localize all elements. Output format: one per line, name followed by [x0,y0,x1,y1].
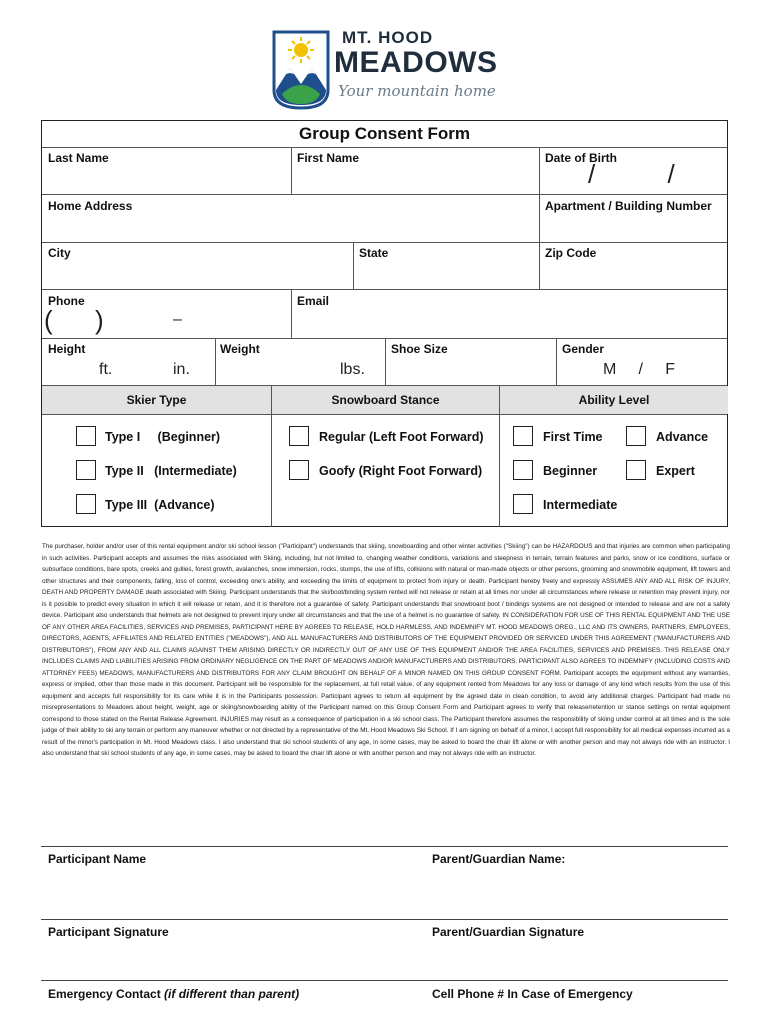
brand-line2: MEADOWS [334,46,498,79]
gender-label: Gender [562,342,605,356]
ability-intermediate-checkbox[interactable] [513,494,533,514]
shoe-size-label: Shoe Size [391,342,448,356]
phone-paren-close: ) [95,305,104,335]
cell-phone-label: Cell Phone # In Case of Emergency [432,987,633,1001]
weight-label: Weight [220,342,260,356]
parent-signature-label: Parent/Guardian Signature [432,925,585,939]
stance-goofy-checkbox[interactable] [289,460,309,480]
liability-release-text: The purchaser, holder and/or user of this rental equipment and/or ski school lesson ("Participant") understands that skiing, snowboarding and other winter activities ("Skiing") can be HAZARDOUS and that injuries are common when participating in such activities. Participant accepts and assumes the risks associated with Skiing, including, but not limited to, changing weather conditions, variations and steepness in terrain, terrain features and parks, snow or ice conditions, surface or subsurface conditions, bare spots, creeks and gullies, forest growth, avalanches, snow immersion, rocks, stumps, the use of lifts, collisions with natural or man-made objects or other persons, grooming and snowmobile equipment, lift towers and other structures and their components, falling, loss of control, exceeding one's ability, and exceeding the limits of equipment to protect from injury or death. Participant hereby freely and expressly ASSUMES ANY AND ALL RISK OF INJURY, DEATH AND PROPERTY DAMAGE death associated with Skiing. Participant understands that the ski/boot/binding system rented will not release or retain at all times nor under all circumstances where release or retention may prevent injury, nor is it possible to predict every situation in which it will release or retain, and it is therefore not a guarantee of safety. Participant understands that snowboard boot / bindings systems are not designed or intended to release and are not a safety device. Participant also understands that helmets are not designed to prevent injury under all circumstances and that the use of a helmet is no guarantee of safety. IN CONSIDERATION FOR USE OF THIS RENTAL EQUIPMENT AND THE USE OF ANY OTHER AREA FACILITIES, SERVICES AND PREMISES, PARTICIPANT HERE BY AGREES TO RELEASE, HOLD HARMLESS, AND INDEMNIFY MT. HOOD MEADOWS OREG., LLC AND ITS OWNERS, PARTNERS, EMPLOYEES, DIRECTORS, AGENTS, AFFILIATES AND RELATED ENTITIES ("MEADOWS"), AND ALL MANUFACTURERS AND DISTRIBUTORS OF THE EQUIPMENT PROVIDED OR SERVICED UNDER THIS AGREEMENT ("MANUFACTURERS AND DISTRIBUTORS"), FROM ANY AND ALL CLAIMS AGAINST THEM ARISING DIRECTLY OR INDIRECTLY OUT OF ANY USE OF THIS EQUIPMENT AND/OR THE AREA FACILITIES, SERVICES AND PREMISES. THIS RELEASE ONLY INCLUDES CLAIMS AND LIABILITIES ARISING FROM ORDINARY NEGLIGENCE ON THE PART OF MEADOWS AND/OR MANUFACTURERS AND DISTRIBUTORS. PARTICIPANT ALSO AGREES TO INDEMNIFY (INCLUDING COSTS AND ATTORNEY FEES) MEADOWS, MANUFACTURERS AND DISTRIBUTORS FOR ANY CLAIM BROUGHT ON BEHALF OF A MINOR NAMED ON THIS GROUP CONSENT FORM. Participant accepts the equipment without any warranties, express or implied, other than those made in this document. Participant will be responsible for the replacement, at full retail value, of any equipment rented from Meadows for any loss or damage of any kind which results from the use of this equipment and accepts full responsibility for its care while it is in the Participants possession. Participant agrees to return all equipment by the agreed date in clean condition, to avoid any additional charges. Participant had made no misrepresentations to Meadows about height, weight, age or skiing/snowboarding ability of the Participant named on this Group Consent Form and Participant agrees to verify that release/retention or stance settings on rental equipment correspond to those stated on the Rental Release Agreement. INJURIES may result as a consequence of participation in a ski school class. The Participant therefore assumes the responsibility of skiing under control at all times and is the sole judge of their ability to ski any terrain or perform any maneuver whether or not directed by a representative of the Mt. Hood Meadows Ski School. If I am signing on behalf of a minor, I accept full responsibility for all medical expenses incurred as a result of the minor's participation in Mt. Hood Meadows class. I also understand that ski school students of any age, in some cases, may be asked to board the chair lift alone or with another person and may not always ride with an instructor. I also understand that ski school students of any age, in some cases, may be asked to board the chair lift alone or with another person and may not always ride with an instructor. [42,543,730,757]
skier-type-3-label: Type III (Advance) [105,498,215,512]
emergency-contact-note: (if different than parent) [164,987,300,1001]
divider [42,242,727,243]
divider [539,242,540,289]
height-ft: ft. [99,361,113,378]
phone-dash: – [173,311,182,328]
divider [539,147,540,194]
height-label: Height [48,342,86,356]
divider [42,414,727,415]
divider [353,242,354,289]
stance-regular-checkbox[interactable] [289,426,309,446]
home-address-label: Home Address [48,199,133,213]
participant-signature-label: Participant Signature [48,925,169,939]
divider [556,338,557,385]
phone-label: Phone [48,294,85,308]
state-label: State [359,246,389,260]
skier-type-2-label: Type II (Intermediate) [105,464,237,478]
divider [291,147,292,194]
divider [539,194,540,242]
divider [42,147,727,148]
skier-type-2-checkbox[interactable] [76,460,96,480]
emergency-contact-label [48,987,299,1001]
ability-expert-checkbox[interactable] [626,460,646,480]
stance-regular-label: Regular (Left Foot Forward) [319,430,484,444]
ability-first-time-checkbox[interactable] [513,426,533,446]
brand-tagline: Your mountain home [338,82,496,100]
ability-first-time-label: First Time [543,430,603,444]
divider [42,194,727,195]
skier-type-1-checkbox[interactable] [76,426,96,446]
email-label: Email [297,294,330,308]
divider [42,289,727,290]
divider [385,338,386,385]
ability-beginner-label: Beginner [543,464,598,478]
divider [215,338,216,385]
brand-line1: MT. HOOD [342,28,434,47]
dob-separators: / / [588,159,675,189]
emergency-contact-text: Emergency Contact [48,987,161,1001]
phone-paren-open: ( [44,305,53,335]
zip-label: Zip Code [545,246,597,260]
ability-intermediate-label: Intermediate [543,498,618,512]
mt-hood-meadows-logo [272,28,502,110]
ability-beginner-checkbox[interactable] [513,460,533,480]
skier-type-3-checkbox[interactable] [76,494,96,514]
last-name-label: Last Name [48,151,109,165]
group-consent-form [41,120,728,527]
participant-name-label: Participant Name [48,852,147,866]
skier-type-header: Skier Type [42,386,271,414]
form-title: Group Consent Form [299,124,470,143]
apartment-label: Apartment / Building Number [545,199,712,213]
parent-name-label: Parent/Guardian Name: [432,852,566,866]
skier-type-1-label: Type I (Beginner) [105,430,221,444]
snowboard-stance-header: Snowboard Stance [272,386,499,414]
gender-options: M / F [603,361,675,378]
dob-label: Date of Birth [545,151,617,165]
ability-expert-label: Expert [656,464,695,478]
height-in: in. [173,361,190,378]
ability-advance-label: Advance [656,430,709,444]
signature-divider [41,919,728,920]
first-name-label: First Name [297,151,360,165]
stance-goofy-label: Goofy (Right Foot Forward) [319,464,483,478]
ability-advance-checkbox[interactable] [626,426,646,446]
weight-lbs: lbs. [340,361,365,378]
signature-divider [41,846,728,847]
signature-divider [41,980,728,981]
divider [291,289,292,338]
mountain-logo-icon [272,28,330,110]
city-label: City [48,246,71,260]
ability-level-header: Ability Level [500,386,728,414]
